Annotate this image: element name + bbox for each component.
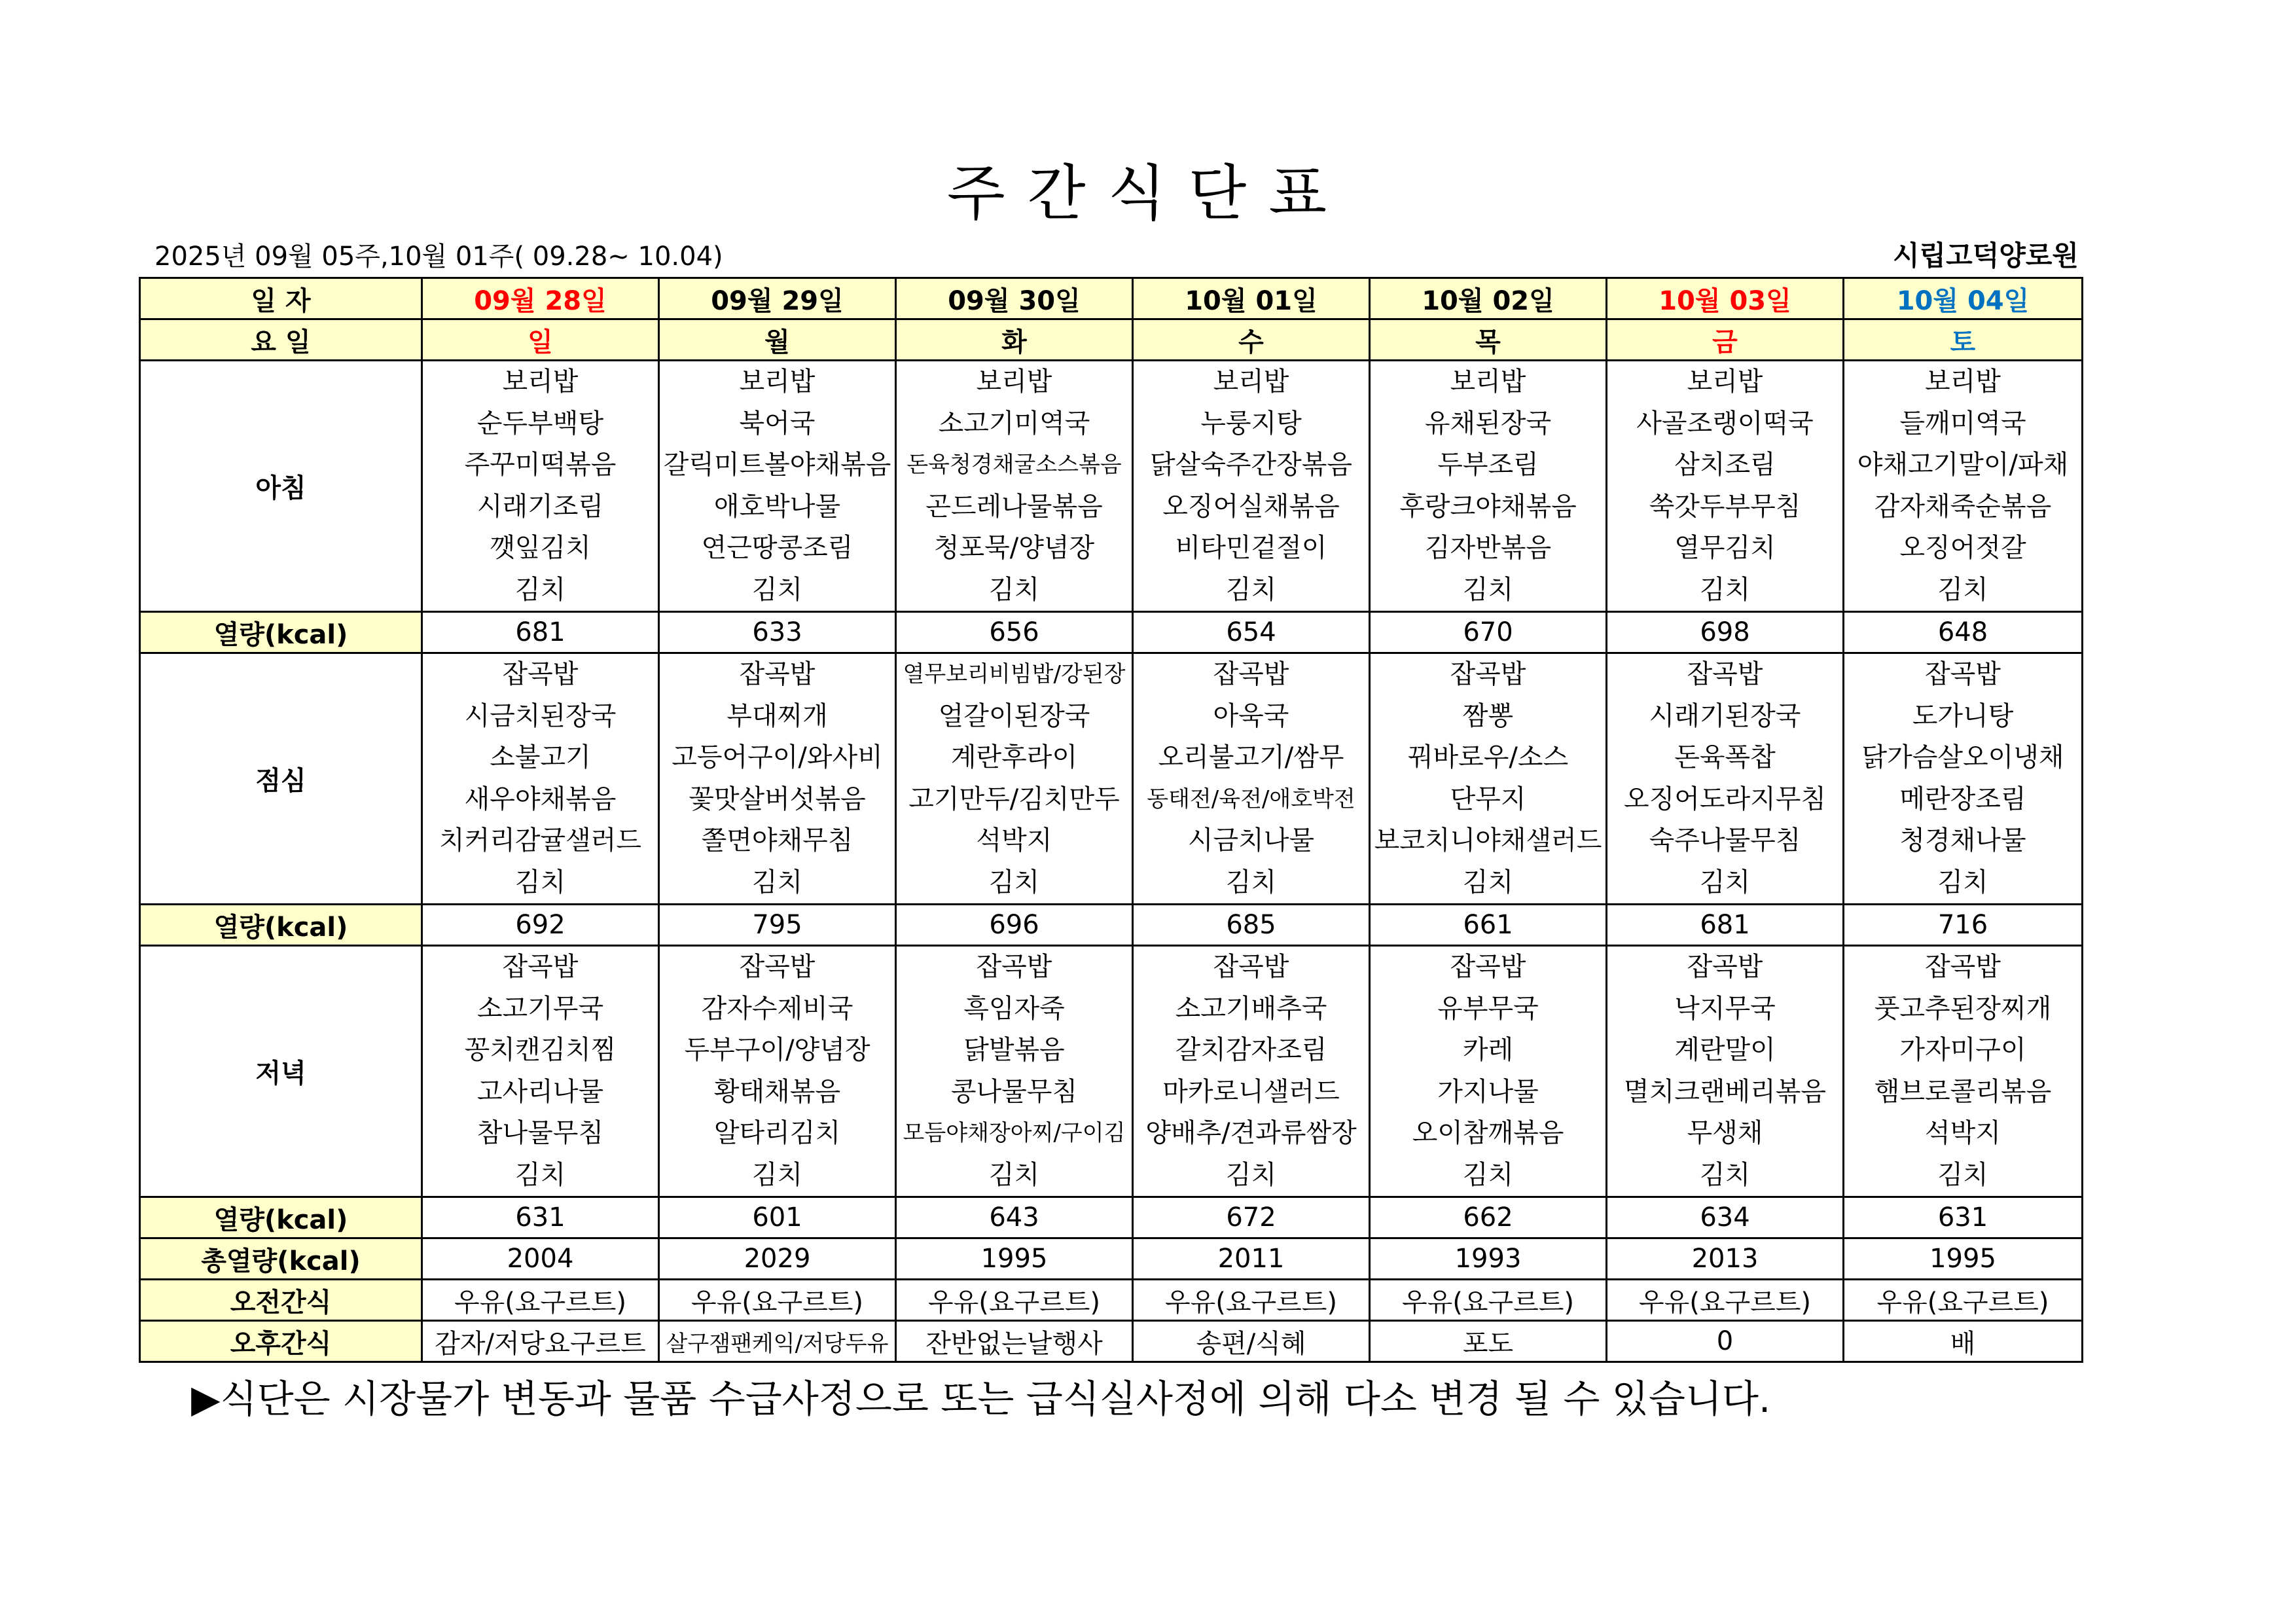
am-snack-cell: 우유(요구르트) — [659, 1280, 896, 1321]
breakfast-menu-cell — [1370, 361, 1607, 612]
row-label-weekday: 요 일 — [140, 319, 422, 361]
menu-item: 양배추/견과류쌈장 — [1145, 1118, 1357, 1148]
row-label-dinner: 저녁 — [140, 946, 422, 1197]
lunch-kcal-cell: 661 — [1370, 905, 1607, 946]
menu-item: 부대찌개 — [726, 700, 828, 731]
weekly-menu-table — [139, 277, 2083, 1363]
menu-item: 꿔바로우/소스 — [1407, 742, 1569, 772]
total-kcal-cell: 2013 — [1607, 1238, 1844, 1280]
menu-item: 잡곡밥 — [1213, 952, 1289, 982]
row-label-pm-snack: 오후간식 — [140, 1321, 422, 1362]
menu-item: 잡곡밥 — [976, 952, 1052, 982]
menu-item: 김치 — [988, 1159, 1040, 1190]
menu-item: 감자채죽순볶음 — [1874, 491, 2052, 522]
menu-item: 흑임자죽 — [963, 993, 1065, 1024]
menu-item: 누룽지탕 — [1200, 408, 1302, 439]
date-cell: 10월 02일 — [1370, 278, 1607, 319]
facility-name: 시립고덕양로원 — [1892, 240, 2079, 272]
dinner-kcal-cell: 672 — [1133, 1197, 1370, 1238]
lunch-menu-cell — [1133, 653, 1370, 905]
dinner-kcal-cell: 631 — [1844, 1197, 2083, 1238]
menu-item: 삼치조림 — [1674, 450, 1776, 480]
menu-item: 유채된장국 — [1424, 408, 1552, 439]
menu-item: 잡곡밥 — [502, 952, 579, 982]
menu-item: 아욱국 — [1213, 700, 1289, 731]
breakfast-row — [140, 361, 2083, 612]
menu-item: 김치 — [514, 574, 566, 605]
menu-item: 무생채 — [1687, 1118, 1763, 1148]
menu-item: 얼갈이된장국 — [938, 700, 1090, 731]
menu-item: 김치 — [1462, 574, 1514, 605]
menu-item: 가자미구이 — [1899, 1035, 2026, 1065]
menu-item: 보리밥 — [1925, 367, 2001, 397]
lunch-menu-cell — [1844, 653, 2083, 905]
menu-item: 보리밥 — [502, 367, 579, 397]
lunch-kcal-cell: 795 — [659, 905, 896, 946]
menu-item: 닭살숙주간장볶음 — [1149, 450, 1353, 480]
menu-item: 고사리나물 — [476, 1076, 604, 1107]
menu-item: 꽃맛살버섯볶음 — [689, 784, 866, 814]
menu-item: 돈육폭찹 — [1674, 742, 1776, 772]
total-kcal-cell: 2011 — [1133, 1238, 1370, 1280]
menu-item: 닭발볶음 — [963, 1035, 1065, 1065]
breakfast-kcal-cell: 633 — [659, 612, 896, 653]
menu-item: 김치 — [988, 867, 1040, 897]
breakfast-kcal-row — [140, 612, 2083, 653]
dinner-menu-cell — [1607, 946, 1844, 1197]
row-label-breakfast: 아침 — [140, 361, 422, 612]
menu-item: 김치 — [514, 867, 566, 897]
lunch-menu-cell — [896, 653, 1133, 905]
pm-snack-cell: 감자/저당요구르트 — [422, 1321, 659, 1362]
dinner-menu-cell — [1133, 946, 1370, 1197]
breakfast-kcal-cell: 656 — [896, 612, 1133, 653]
am-snack-cell: 우유(요구르트) — [422, 1280, 659, 1321]
menu-period: 2025년 09월 05주,10월 01주( 09.28~ 10.04) — [154, 242, 723, 272]
menu-item: 시래기조림 — [476, 491, 604, 522]
lunch-menu-cell — [1370, 653, 1607, 905]
breakfast-kcal-cell: 670 — [1370, 612, 1607, 653]
menu-item: 잡곡밥 — [1925, 952, 2001, 982]
menu-item: 두부조림 — [1437, 450, 1539, 480]
weekday-cell: 금 — [1607, 319, 1844, 361]
menu-item: 청경채나물 — [1899, 825, 2026, 856]
menu-item: 잡곡밥 — [502, 659, 579, 689]
menu-item: 보리밥 — [1213, 367, 1289, 397]
menu-item: 열무보리비빔밥/강된장 — [903, 661, 1126, 687]
lunch-kcal-row — [140, 905, 2083, 946]
menu-item: 김치 — [1699, 1159, 1751, 1190]
date-cell: 10월 04일 — [1844, 278, 2083, 319]
menu-item: 단무지 — [1450, 784, 1526, 814]
weekday-cell: 토 — [1844, 319, 2083, 361]
dinner-kcal-cell: 643 — [896, 1197, 1133, 1238]
menu-item: 풋고추된장찌개 — [1874, 993, 2052, 1024]
row-label-total-kcal: 총열량(kcal) — [140, 1238, 422, 1280]
menu-item: 계란후라이 — [950, 742, 1078, 772]
pm-snack-cell: 포도 — [1370, 1321, 1607, 1362]
menu-item: 시래기된장국 — [1649, 700, 1801, 731]
menu-item: 시금치나물 — [1187, 825, 1315, 856]
row-label-kcal: 열량(kcal) — [140, 1197, 422, 1238]
am-snack-cell: 우유(요구르트) — [1133, 1280, 1370, 1321]
menu-item: 김치 — [751, 867, 803, 897]
menu-item: 보리밥 — [739, 367, 816, 397]
menu-item: 잡곡밥 — [1213, 659, 1289, 689]
row-label-lunch: 점심 — [140, 653, 422, 905]
breakfast-menu-cell — [1844, 361, 2083, 612]
menu-item: 김치 — [1462, 1159, 1514, 1190]
menu-item: 잡곡밥 — [739, 659, 816, 689]
row-label-kcal: 열량(kcal) — [140, 612, 422, 653]
lunch-menu-cell — [1607, 653, 1844, 905]
weekday-cell: 목 — [1370, 319, 1607, 361]
lunch-kcal-cell: 716 — [1844, 905, 2083, 946]
am-snack-row — [140, 1280, 2083, 1321]
weekday-cell: 화 — [896, 319, 1133, 361]
menu-item: 감자수제비국 — [701, 993, 853, 1024]
menu-item: 김치 — [751, 574, 803, 605]
menu-item: 보리밥 — [1687, 367, 1763, 397]
page-title: 주간식단표 — [946, 158, 1350, 228]
menu-item: 김치 — [1225, 574, 1277, 605]
menu-item: 쫄면야채무침 — [701, 825, 853, 856]
menu-item: 잡곡밥 — [1925, 659, 2001, 689]
am-snack-cell: 우유(요구르트) — [1370, 1280, 1607, 1321]
menu-item: 소불고기 — [490, 742, 591, 772]
menu-item: 보리밥 — [976, 367, 1052, 397]
menu-item: 숙주나물무침 — [1649, 825, 1801, 856]
menu-item: 햄브로콜리볶음 — [1874, 1076, 2052, 1107]
menu-item: 애호박나물 — [713, 491, 841, 522]
menu-item: 김치 — [1937, 574, 1988, 605]
lunch-menu-cell — [659, 653, 896, 905]
menu-item: 유부무국 — [1437, 993, 1539, 1024]
breakfast-menu-cell — [422, 361, 659, 612]
menu-item: 오징어실채볶음 — [1162, 491, 1340, 522]
menu-item: 김치 — [1937, 867, 1988, 897]
dinner-kcal-cell: 634 — [1607, 1197, 1844, 1238]
am-snack-cell: 우유(요구르트) — [1844, 1280, 2083, 1321]
menu-item: 가지나물 — [1437, 1076, 1539, 1107]
breakfast-kcal-cell: 648 — [1844, 612, 2083, 653]
pm-snack-cell: 송편/식혜 — [1133, 1321, 1370, 1362]
menu-item: 야채고기말이/파채 — [1857, 450, 2069, 480]
menu-item: 비타민겉절이 — [1175, 533, 1327, 563]
menu-item: 보리밥 — [1450, 367, 1526, 397]
lunch-menu-cell — [422, 653, 659, 905]
menu-item: 순두부백탕 — [476, 408, 604, 439]
breakfast-kcal-cell: 681 — [422, 612, 659, 653]
menu-item: 김치 — [751, 1159, 803, 1190]
dinner-row — [140, 946, 2083, 1197]
menu-item: 김치 — [1937, 1159, 1988, 1190]
dinner-menu-cell — [659, 946, 896, 1197]
dinner-menu-cell — [896, 946, 1133, 1197]
row-label-kcal: 열량(kcal) — [140, 905, 422, 946]
menu-item: 닭가슴살오이냉채 — [1861, 742, 2064, 772]
dinner-kcal-row — [140, 1197, 2083, 1238]
menu-item: 소고기미역국 — [938, 408, 1090, 439]
menu-item: 열무김치 — [1674, 533, 1776, 563]
menu-item: 잡곡밥 — [1687, 659, 1763, 689]
menu-item: 김치 — [1462, 867, 1514, 897]
total-kcal-cell: 1995 — [896, 1238, 1133, 1280]
menu-item: 쑥갓두부무침 — [1649, 491, 1801, 522]
total-kcal-cell: 2029 — [659, 1238, 896, 1280]
dinner-kcal-cell: 601 — [659, 1197, 896, 1238]
total-kcal-cell: 1995 — [1844, 1238, 2083, 1280]
pm-snack-row — [140, 1321, 2083, 1362]
pm-snack-cell: 배 — [1844, 1321, 2083, 1362]
menu-item: 동태전/육전/애호박전 — [1147, 785, 1355, 812]
dinner-menu-cell — [422, 946, 659, 1197]
breakfast-menu-cell — [1607, 361, 1844, 612]
date-cell: 10월 03일 — [1607, 278, 1844, 319]
menu-item: 오이참깨볶음 — [1412, 1118, 1564, 1148]
menu-item: 잡곡밥 — [739, 952, 816, 982]
menu-item: 잡곡밥 — [1450, 952, 1526, 982]
menu-item: 참나물무침 — [476, 1118, 604, 1148]
menu-item: 소고기무국 — [476, 993, 604, 1024]
menu-item: 연근땅콩조림 — [701, 533, 853, 563]
menu-item: 들깨미역국 — [1899, 408, 2026, 439]
am-snack-cell: 우유(요구르트) — [1607, 1280, 1844, 1321]
menu-item: 멸치크랜베리볶음 — [1623, 1076, 1827, 1107]
menu-item: 사골조랭이떡국 — [1636, 408, 1814, 439]
row-label-date: 일 자 — [140, 278, 422, 319]
menu-item: 석박지 — [1925, 1118, 2001, 1148]
menu-item: 갈릭미트볼야채볶음 — [663, 450, 891, 480]
menu-item: 새우야채볶음 — [464, 784, 617, 814]
menu-item: 후랑크야채볶음 — [1399, 491, 1577, 522]
menu-item: 소고기배추국 — [1175, 993, 1327, 1024]
weekday-row — [140, 319, 2083, 361]
menu-item: 메란장조림 — [1899, 784, 2026, 814]
breakfast-menu-cell — [1133, 361, 1370, 612]
lunch-kcal-cell: 685 — [1133, 905, 1370, 946]
pm-snack-cell: 잔반없는날행사 — [896, 1321, 1133, 1362]
menu-item: 고등어구이/와사비 — [672, 742, 883, 772]
menu-item: 계란말이 — [1674, 1035, 1776, 1065]
breakfast-menu-cell — [896, 361, 1133, 612]
weekday-cell: 일 — [422, 319, 659, 361]
lunch-kcal-cell: 681 — [1607, 905, 1844, 946]
breakfast-kcal-cell: 698 — [1607, 612, 1844, 653]
date-cell: 09월 30일 — [896, 278, 1133, 319]
menu-item: 짬뽕 — [1462, 700, 1514, 731]
row-label-am-snack: 오전간식 — [140, 1280, 422, 1321]
menu-item: 곤드레나물볶음 — [925, 491, 1103, 522]
breakfast-kcal-cell: 654 — [1133, 612, 1370, 653]
menu-item: 치커리감귤샐러드 — [439, 825, 642, 856]
pm-snack-cell: 0 — [1607, 1321, 1844, 1362]
dinner-menu-cell — [1370, 946, 1607, 1197]
menu-item: 오징어도라지무침 — [1623, 784, 1827, 814]
menu-item: 북어국 — [739, 408, 816, 439]
menu-item: 주꾸미떡볶음 — [464, 450, 617, 480]
date-cell: 09월 28일 — [422, 278, 659, 319]
lunch-kcal-cell: 696 — [896, 905, 1133, 946]
dinner-menu-cell — [1844, 946, 2083, 1197]
menu-item: 낙지무국 — [1674, 993, 1776, 1024]
menu-item: 김치 — [514, 1159, 566, 1190]
menu-item: 꽁치캔김치찜 — [464, 1035, 617, 1065]
menu-item: 잡곡밥 — [1687, 952, 1763, 982]
menu-item: 김자반볶음 — [1424, 533, 1552, 563]
menu-item: 도가니탕 — [1912, 700, 2014, 731]
menu-item: 석박지 — [976, 825, 1052, 856]
total-kcal-cell: 2004 — [422, 1238, 659, 1280]
date-cell: 10월 01일 — [1133, 278, 1370, 319]
menu-item: 콩나물무침 — [950, 1076, 1078, 1107]
dinner-kcal-cell: 631 — [422, 1197, 659, 1238]
dinner-kcal-cell: 662 — [1370, 1197, 1607, 1238]
menu-item: 김치 — [1225, 1159, 1277, 1190]
menu-item: 잡곡밥 — [1450, 659, 1526, 689]
date-cell: 09월 29일 — [659, 278, 896, 319]
breakfast-menu-cell — [659, 361, 896, 612]
pm-snack-cell: 살구잼팬케익/저당두유 — [659, 1321, 896, 1362]
menu-item: 시금치된장국 — [464, 700, 617, 731]
menu-item: 김치 — [1225, 867, 1277, 897]
weekday-cell: 월 — [659, 319, 896, 361]
menu-item: 돈육청경채굴소스볶음 — [906, 452, 1122, 478]
menu-item: 김치 — [1699, 867, 1751, 897]
menu-item: 김치 — [1699, 574, 1751, 605]
menu-item: 청포묵/양념장 — [933, 533, 1095, 563]
menu-item: 갈치감자조림 — [1175, 1035, 1327, 1065]
total-kcal-cell: 1993 — [1370, 1238, 1607, 1280]
total-kcal-row — [140, 1238, 2083, 1280]
menu-item: 김치 — [988, 574, 1040, 605]
lunch-kcal-cell: 692 — [422, 905, 659, 946]
weekday-cell: 수 — [1133, 319, 1370, 361]
menu-item: 황태채볶음 — [713, 1076, 841, 1107]
menu-item: 오리불고기/쌈무 — [1158, 742, 1344, 772]
am-snack-cell: 우유(요구르트) — [896, 1280, 1133, 1321]
menu-item: 깻잎김치 — [490, 533, 591, 563]
menu-item: 보코치니야채샐러드 — [1374, 825, 1602, 856]
lunch-row — [140, 653, 2083, 905]
menu-item: 마카로니샐러드 — [1162, 1076, 1340, 1107]
date-row — [140, 278, 2083, 319]
menu-item: 고기만두/김치만두 — [908, 784, 1120, 814]
menu-item: 두부구이/양념장 — [684, 1035, 870, 1065]
menu-item: 카레 — [1462, 1035, 1514, 1065]
menu-item: 알타리김치 — [713, 1118, 841, 1148]
menu-item: 모듬야채장아찌/구이김 — [903, 1120, 1126, 1146]
menu-item: 오징어젓갈 — [1899, 533, 2026, 563]
menu-change-notice: ▶식단은 시장물가 변동과 물품 수급사정으로 또는 급식실사정에 의해 다소 변경 될 수 있습니다. — [191, 1377, 1771, 1421]
